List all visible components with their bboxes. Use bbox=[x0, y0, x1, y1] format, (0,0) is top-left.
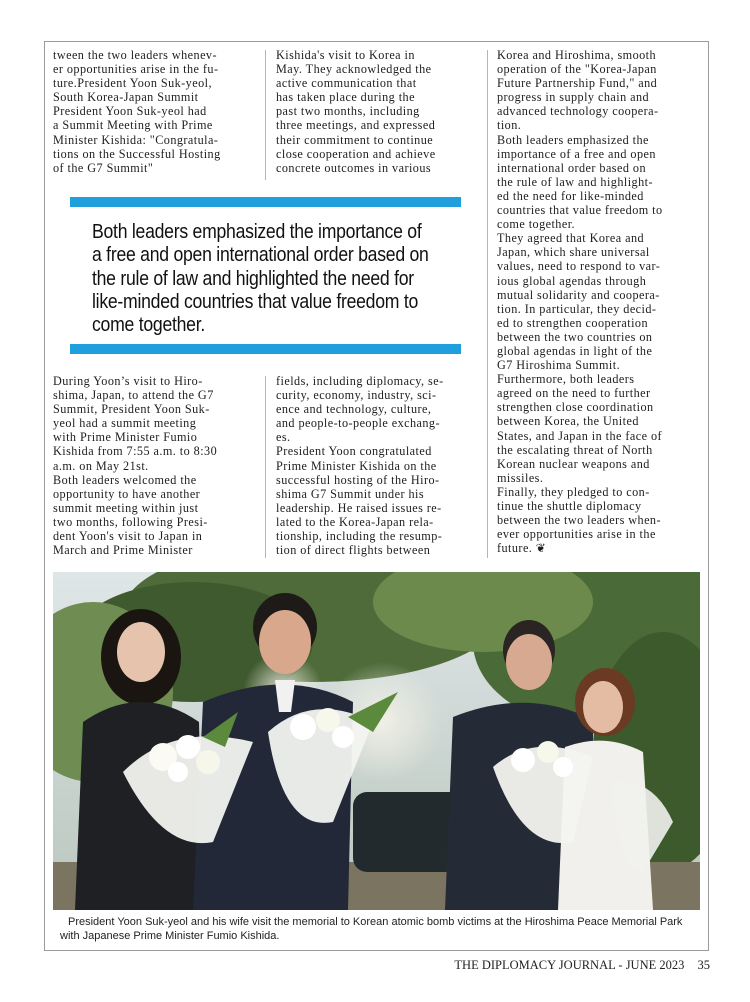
photo-caption: President Yoon Suk-yeol and his wife visit the memorial to Korean atomic bomb victims at the Hiroshima Peace Memorial Park with Japanese Prime Minister Fumio Kishida. bbox=[60, 916, 683, 942]
article-col2-bottom: fields, including diplomacy, se- curity, economy, industry, sci- ence and technology, culture, and people-to-people exchang- es. President Yoon congratulated Prime Minister Kishida on the successful hosting of the Hiro- shima G7 Summit under his leadership. He raised issues re- lated to the Korea-Japan rela- tionship, including the resump- tion of direct flights between bbox=[276, 374, 444, 558]
page-footer bbox=[400, 958, 710, 973]
memorial-photo bbox=[53, 572, 700, 910]
pull-quote-top-bar bbox=[70, 197, 461, 207]
pull-quote bbox=[92, 220, 445, 336]
journal-name: THE DIPLOMACY JOURNAL - JUNE 2023 bbox=[454, 958, 685, 972]
memorial-photo-illustration bbox=[53, 572, 700, 910]
column-divider bbox=[487, 50, 488, 558]
article-col3: Korea and Hiroshima, smooth operation of the "Korea-Japan Future Partnership Fund," and progress in supply chain and advanced technology coopera- tion. Both leaders emphasized the importance of a free and open international order based on the rule of law and highlight- ed the need for like-minded countries that value freedom to come together. They agreed that Korea and Japan, which share universal values, need to respond to var- ious global agendas through mutual solidarity and coopera- tion. In particular, they decid- ed to strengthen cooperation between the two countries on global agendas in light of the G7 Hiroshima Summit. Furthermore, both leaders agreed on the need to further strengthen close coordination between Korea, the United States, and Japan in the face of the escalating threat of North Korean nuclear weapons and missiles. Finally, they pledged to con- tinue the shuttle diplomacy between the two leaders when- ever opportunities arise in the future. ❦ bbox=[497, 48, 663, 556]
article-col2-top: Kishida's visit to Korea in May. They acknowledged the active communication that has taken place during the past two months, including three meetings, and expressed their commitment to continue close cooperation and achieve concrete outcomes in various bbox=[276, 48, 436, 175]
article-col1-bottom: During Yoon’s visit to Hiro- shima, Japan, to attend the G7 Summit, President Yoon Suk- yeol had a summit meeting with Prime Minister Fumio Kishida from 7:55 a.m. to 8:30 a.m. on May 21st. Both leaders welcomed the opportunity to have another summit meeting within just two months, following Presi- dent Yoon's visit to Japan in March and Prime Minister bbox=[53, 374, 218, 558]
column-divider bbox=[265, 376, 266, 558]
pull-quote-text: Both leaders emphasized the importance of a free and open international order based on the rule of law and highlighted the need for like-minded countries that value freedom to come together. bbox=[92, 220, 429, 337]
pull-quote-bottom-bar bbox=[70, 344, 461, 354]
article-col1-top: tween the two leaders whenev- er opportunities arise in the fu- ture.President Yoon Suk-yeol, South Korea-Japan Summit President Yoon Suk-yeol had a Summit Meeting with Prime Minister Kishida: "Congratula- tions on the Successful Hosting of the G7 Summit" bbox=[53, 48, 221, 175]
page-number: 35 bbox=[697, 958, 710, 972]
column-divider bbox=[265, 50, 266, 180]
